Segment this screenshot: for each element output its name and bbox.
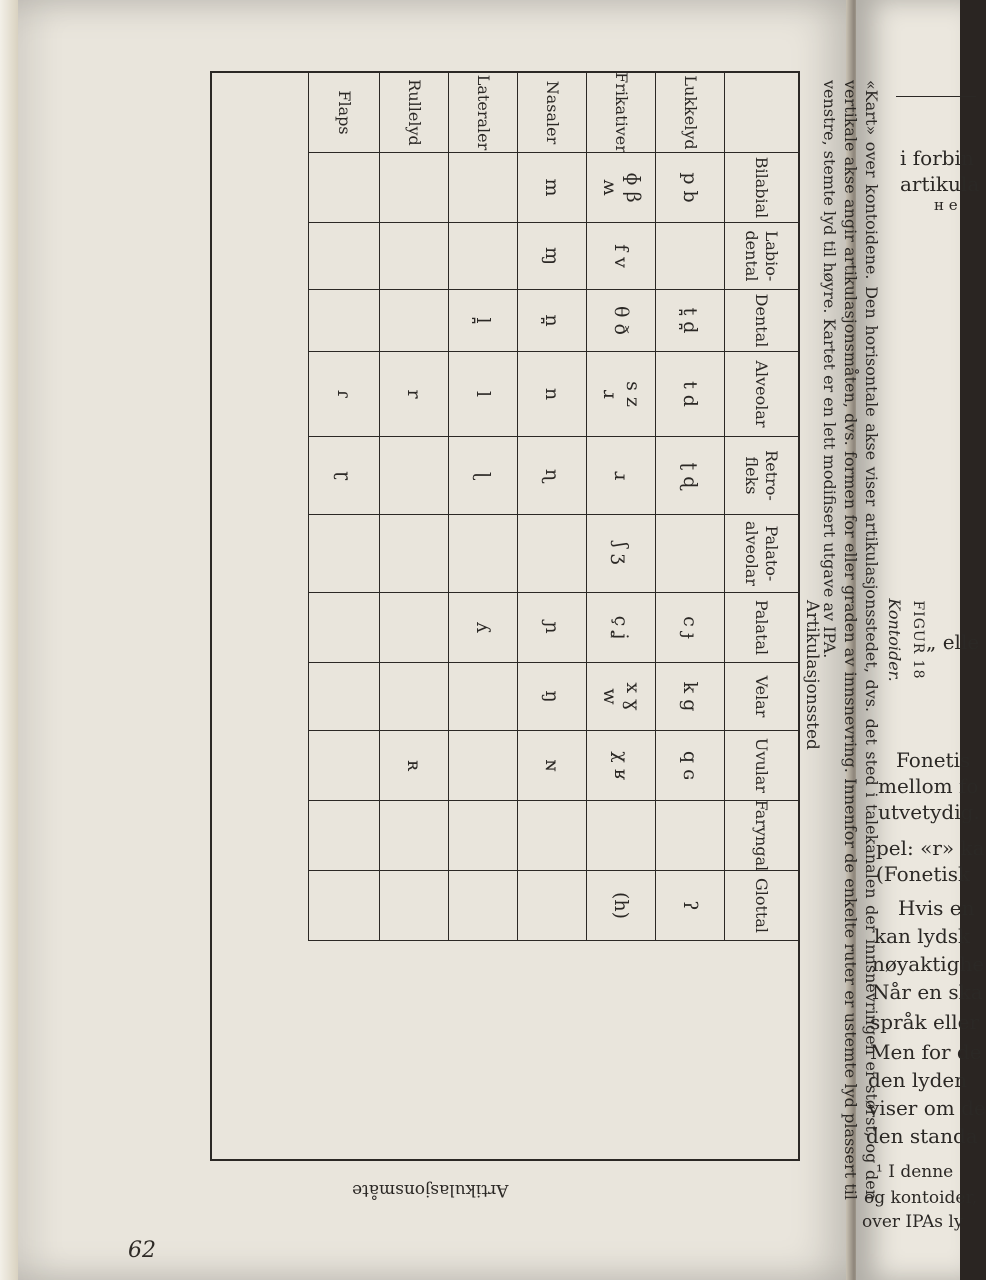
column-header: Palatal — [724, 593, 798, 663]
symbol-cell: ʔ — [655, 871, 724, 941]
symbol-cell — [379, 801, 448, 871]
symbol-cell: x ɣ w — [586, 663, 655, 731]
symbol-cell: θ ð — [586, 290, 655, 352]
right-line: den lyden — [868, 1068, 968, 1092]
symbol-cell: ɴ — [517, 731, 586, 801]
symbol-cell — [517, 801, 586, 871]
row-header: Lateraler — [448, 73, 517, 153]
symbol-cell: (h) — [586, 871, 655, 941]
symbol-cell — [308, 223, 379, 290]
right-line: den standa — [866, 1124, 978, 1148]
right-line: pel: «r» ka — [876, 836, 985, 860]
symbol-cell: f v — [586, 223, 655, 290]
right-line: „ elle — [926, 630, 980, 654]
symbol-cell: ɾ — [308, 352, 379, 437]
right-line: Når en ska — [872, 980, 983, 1004]
symbol-cell: ŋ — [517, 663, 586, 731]
right-line: ʜ e — [934, 196, 958, 214]
row-header: Rullelyd — [379, 73, 448, 153]
symbol-cell — [517, 515, 586, 593]
symbol-cell — [379, 437, 448, 515]
right-footnote: over IPAs ly — [862, 1212, 964, 1232]
right-line: viser om de — [868, 1096, 986, 1120]
column-header: Palato- alveolar — [724, 515, 798, 593]
symbol-cell — [448, 515, 517, 593]
symbol-cell: ɲ — [517, 593, 586, 663]
symbol-cell: m — [517, 153, 586, 223]
symbol-cell: q ɢ — [655, 731, 724, 801]
right-line: kan lydsk — [874, 924, 971, 948]
symbol-cell: ɭ — [448, 437, 517, 515]
right-footnote: og kontoider, — [864, 1188, 978, 1208]
symbol-cell: ʃ ʒ — [586, 515, 655, 593]
symbol-cell: n̪ — [517, 290, 586, 352]
right-line: artikula — [900, 172, 980, 196]
page-number: 62 — [128, 1238, 156, 1263]
symbol-cell: ʈ ɖ — [655, 437, 724, 515]
column-header: Glottal — [724, 871, 798, 941]
symbol-cell — [379, 871, 448, 941]
column-header: Alveolar — [724, 352, 798, 437]
symbol-cell — [308, 731, 379, 801]
symbol-cell: ɱ — [517, 223, 586, 290]
column-header: Uvular — [724, 731, 798, 801]
figure-label: FIGUR 18 — [910, 600, 926, 680]
symbol-cell — [448, 153, 517, 223]
symbol-cell — [379, 663, 448, 731]
symbol-cell: χ ʁ — [586, 731, 655, 801]
symbol-cell — [379, 515, 448, 593]
column-header: Velar — [724, 663, 798, 731]
right-line: mellom fo — [878, 774, 979, 798]
figure-caption: «Kart» over kontoidene. Den horisontale akse viser artikulasjonsstedet, dvs. det sted i talekanalen der innsnevringen er størst, og den vertikale akse angir artikulasjonsmåten, dvs. formen for eller graden av innsnevring. Innenfor de enkelte ruter er ustemte lyd plassert til venstre, stemte lyd til høyre. Kartet er en lett modifisert utgave av IPA. — [820, 80, 881, 1200]
right-line: Men for de — [870, 1040, 982, 1064]
symbol-cell: t̪ d̪ — [655, 290, 724, 352]
symbol-cell — [308, 663, 379, 731]
symbol-cell — [308, 290, 379, 352]
right-page-rule — [896, 96, 976, 97]
symbol-cell — [448, 663, 517, 731]
symbol-cell — [586, 801, 655, 871]
symbol-cell: r — [379, 352, 448, 437]
symbol-cell: ç ʝ — [586, 593, 655, 663]
axis-top-label: Artikulasjonssted — [802, 600, 822, 750]
symbol-cell: p b — [655, 153, 724, 223]
column-header: Labio- dental — [724, 223, 798, 290]
right-footnote: ¹ I denne — [876, 1162, 954, 1182]
right-line: Hvis en — [898, 896, 975, 920]
symbol-cell — [448, 801, 517, 871]
symbol-cell: t d — [655, 352, 724, 437]
symbol-cell: s z ɹ — [586, 352, 655, 437]
row-header: Flaps — [308, 73, 379, 153]
symbol-cell: l — [448, 352, 517, 437]
right-line: utvetydig. — [878, 800, 980, 824]
symbol-cell: ɳ — [517, 437, 586, 515]
column-header: Dental — [724, 290, 798, 352]
right-line: nøyaktighe — [872, 952, 985, 976]
row-header: Lukkelyd — [655, 73, 724, 153]
symbol-cell — [379, 290, 448, 352]
symbol-cell: ɹ — [586, 437, 655, 515]
symbol-cell: k g — [655, 663, 724, 731]
symbol-cell: ʀ — [379, 731, 448, 801]
symbol-cell — [379, 223, 448, 290]
symbol-cell — [308, 871, 379, 941]
symbol-cell — [308, 515, 379, 593]
page-edge — [0, 0, 18, 1280]
column-header: Retro- fleks — [724, 437, 798, 515]
symbol-cell — [379, 153, 448, 223]
symbol-cell — [448, 731, 517, 801]
symbol-cell — [308, 153, 379, 223]
row-header: Nasaler — [517, 73, 586, 153]
symbol-cell: c ɟ — [655, 593, 724, 663]
symbol-cell: l̪ — [448, 290, 517, 352]
axis-side-label: Artikulasjonsmåte — [352, 1180, 509, 1200]
right-line: i forbin — [900, 146, 974, 170]
figure-title: Kontoider. — [885, 598, 904, 682]
symbol-cell: ɽ — [308, 437, 379, 515]
right-line: (Fonetisk — [876, 862, 971, 886]
symbol-cell — [308, 593, 379, 663]
row-header: Frikativer — [586, 73, 655, 153]
column-header: Faryngal — [724, 801, 798, 871]
right-line: språk eller — [870, 1010, 980, 1034]
symbol-cell — [448, 871, 517, 941]
symbol-cell: ɸ β ʍ — [586, 153, 655, 223]
symbol-cell — [448, 223, 517, 290]
right-line: Fonetis — [896, 748, 971, 772]
symbol-cell — [379, 593, 448, 663]
symbol-cell — [517, 871, 586, 941]
column-header: Bilabial — [724, 153, 798, 223]
symbol-cell: n — [517, 352, 586, 437]
symbol-cell: ʎ — [448, 593, 517, 663]
symbol-cell — [308, 801, 379, 871]
